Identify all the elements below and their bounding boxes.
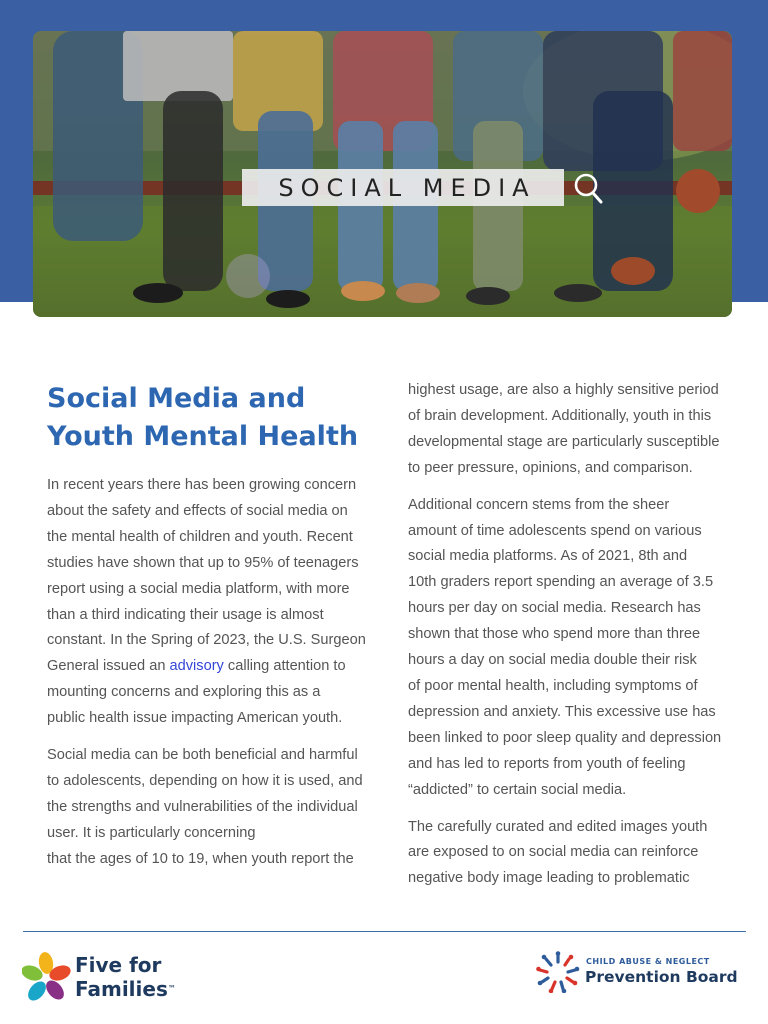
search-label: SOCIAL MEDIA (278, 173, 536, 202)
prevention-board-logo (536, 951, 738, 993)
paragraph-4: Additional concern stems from the sheer amount of time adolescents spend on various social media platforms. As of 2021, 8th and 10th graders report spending an average of 3.5 hours per day on social media. Research has shown that those who spend more than three hours a day on social media double their risk of poor mental health, including symptoms of depression and anxiety. This excessive use has been linked to poor sleep quality and depression and has led to reports from youth of feeling “addicted” to certain social media. (408, 496, 722, 798)
search-bar (242, 169, 564, 206)
trademark-mark: ™ (167, 984, 176, 993)
paragraph-1-text: In recent years there has been growing concern about the safety and effects of social media on the mental health of children and youth. Recent studies have shown that up to 95% of teenagers report using a social media platform, with more than a third indicating their usage is almost constant. In the Spring of 2023, the U.S. Surgeon General issued an (47, 477, 366, 675)
five-for-families-logo (22, 951, 182, 1003)
people-circle-logo-icon (536, 951, 580, 993)
paragraph-3: highest usage, are also a highly sensitive period of brain development. Additionally, youth in this developmental stage are particularly susceptible to peer pressure, opinions, and comparison. (408, 382, 720, 476)
paragraph-5: The carefully curated and edited images youth are exposed to on social media can reinforce negative body image leading to problematic (408, 818, 708, 887)
logo-text-line1: Five for (75, 953, 162, 977)
logo-text-line2: Families™ (75, 977, 176, 1001)
logo-text-line2: Prevention Board (585, 968, 738, 986)
article-left-column (47, 473, 392, 884)
paragraph-1-text-end: calling attention to mounting concerns and exploring this as a public health issue impacting American youth. (47, 658, 346, 727)
paragraph-1 (47, 473, 392, 732)
article-title: Social Media and Youth Mental Health (47, 383, 359, 452)
footer-divider (23, 931, 746, 932)
hero-image (33, 31, 732, 317)
article-right-column (408, 378, 748, 903)
paragraph-2: Social media can be both beneficial and harmful to adolescents, depending on how it is used, and the strengths and vulnerabilities of the individual user. It is particularly concerning that the ages of 10 to 19, when youth report the (47, 747, 363, 867)
advisory-link[interactable]: advisory (169, 658, 224, 675)
flower-logo-icon (22, 951, 72, 1003)
logo-text-line1: CHILD ABUSE & NEGLECT (586, 957, 710, 966)
search-icon (573, 172, 603, 204)
